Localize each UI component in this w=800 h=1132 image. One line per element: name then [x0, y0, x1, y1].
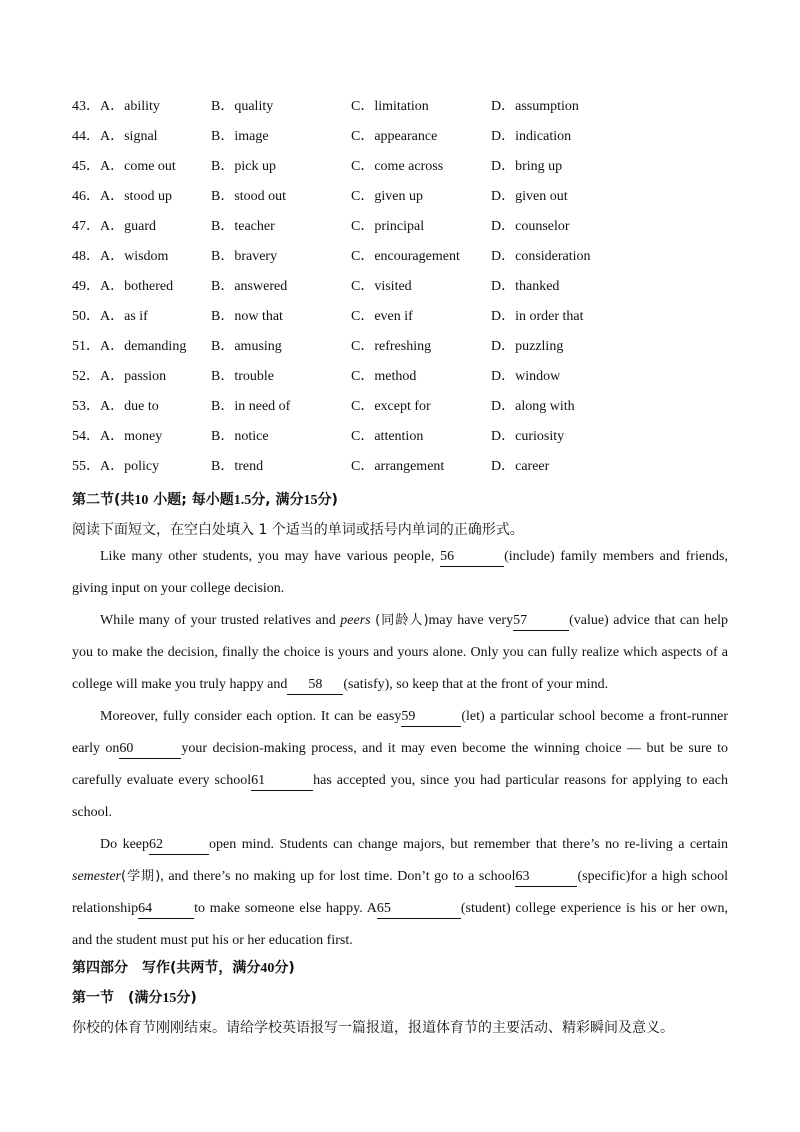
option-a-text: A．wisdom: [100, 249, 169, 264]
option-b[interactable]: B．answered: [211, 279, 288, 294]
blank-59[interactable]: 59: [401, 708, 461, 727]
option-a-text: A．bothered: [100, 279, 174, 294]
passage-line: While many of your trusted relatives and peers (同龄人)may have very57 (value) advice that can help: [72, 610, 728, 642]
question-row: [72, 366, 732, 396]
option-c[interactable]: C．visited: [351, 279, 412, 294]
blank-64[interactable]: 64: [138, 900, 194, 919]
option-c[interactable]: C．method: [351, 369, 417, 384]
passage-line: Like many other students, you may have various people, 56 (include) family members and friends,: [72, 546, 728, 578]
blank-56[interactable]: 56: [440, 548, 504, 567]
question-number: 53．: [72, 399, 100, 414]
option-b[interactable]: B．amusing: [211, 339, 282, 354]
option-a-text: A．as if: [100, 309, 148, 324]
option-a[interactable]: [72, 306, 148, 328]
question-number: 50．: [72, 309, 100, 324]
question-row: [72, 426, 732, 456]
question-number: 48．: [72, 249, 100, 264]
option-a[interactable]: [72, 156, 176, 178]
passage-line: Moreover, fully consider each option. It can be easy59 (let) a particular school become a front-runner: [72, 706, 728, 738]
option-c[interactable]: C．appearance: [351, 129, 438, 144]
option-a-text: A．signal: [100, 129, 158, 144]
question-row: [72, 306, 732, 336]
option-c[interactable]: C．limitation: [351, 99, 429, 114]
question-row: [72, 336, 732, 366]
question-row: [72, 456, 732, 486]
passage-line: and the student must put his or her education first.: [72, 933, 353, 948]
option-b[interactable]: B．in need of: [211, 399, 291, 414]
option-b[interactable]: B．quality: [211, 99, 274, 114]
option-d[interactable]: D．along with: [491, 399, 575, 414]
passage-line: Do keep62 open mind. Students can change majors, but remember that there’s no re-living a certain: [72, 834, 728, 866]
option-d[interactable]: D．puzzling: [491, 339, 564, 354]
question-row: [72, 186, 732, 216]
question-row: [72, 276, 732, 306]
option-d[interactable]: D．indication: [491, 129, 572, 144]
question-number: 43．: [72, 99, 100, 114]
option-a-text: A．ability: [100, 99, 160, 114]
option-c[interactable]: C．encouragement: [351, 249, 460, 264]
option-a-text: A．demanding: [100, 339, 187, 354]
section-2-instruction: 阅读下面短文，在空白处填入 1 个适当的单词或括号内单词的正确形式。: [72, 522, 524, 538]
option-c[interactable]: C．come across: [351, 159, 444, 174]
passage-line: you to make the decision, finally the choice is yours and yours alone. Only you can fully realize which aspects of a: [72, 645, 728, 660]
option-a-text: A．money: [100, 429, 163, 444]
option-c[interactable]: C．attention: [351, 429, 424, 444]
option-a[interactable]: [72, 366, 166, 388]
question-number: 45．: [72, 159, 100, 174]
option-a[interactable]: [72, 126, 158, 148]
option-b[interactable]: B．now that: [211, 309, 283, 324]
option-b[interactable]: B．trend: [211, 459, 264, 474]
blank-60[interactable]: 60: [119, 740, 181, 759]
cloze-passage: [72, 546, 728, 962]
question-number: 49．: [72, 279, 100, 294]
blank-61[interactable]: 61: [251, 772, 313, 791]
passage-line: school.: [72, 805, 113, 820]
option-c[interactable]: C．refreshing: [351, 339, 432, 354]
writing-prompt: 你校的体育节刚刚结束。请给学校英语报写一篇报道，报道体育节的主要活动、精彩瞬间及意义。: [72, 1020, 674, 1036]
question-row: [72, 156, 732, 186]
option-d[interactable]: D．bring up: [491, 159, 563, 174]
option-c[interactable]: C．except for: [351, 399, 431, 414]
blank-65[interactable]: 65: [377, 900, 461, 919]
question-number: 55．: [72, 459, 100, 474]
question-number: 44．: [72, 129, 100, 144]
option-a[interactable]: [72, 336, 186, 358]
passage-line: early on60 your decision-making process, and it may even become the winning choice — but be sure to: [72, 738, 728, 770]
option-a-text: A．policy: [100, 459, 160, 474]
section-2-heading: 第二节(共10 小题; 每小题1.5分, 满分15分): [72, 492, 338, 508]
option-b[interactable]: B．stood out: [211, 189, 287, 204]
option-a-text: A．come out: [100, 159, 176, 174]
option-b[interactable]: B．notice: [211, 429, 269, 444]
option-c[interactable]: C．arrangement: [351, 459, 445, 474]
option-d[interactable]: D．curiosity: [491, 429, 565, 444]
option-c[interactable]: C．principal: [351, 219, 425, 234]
question-row: [72, 96, 732, 126]
option-d[interactable]: D．career: [491, 459, 550, 474]
question-row: [72, 216, 732, 246]
blank-58[interactable]: 58: [287, 676, 343, 695]
question-row: [72, 396, 732, 426]
option-b[interactable]: B．image: [211, 129, 269, 144]
option-a[interactable]: [72, 426, 162, 448]
option-d[interactable]: D．window: [491, 369, 561, 384]
option-d[interactable]: D．assumption: [491, 99, 579, 114]
question-row: [72, 246, 732, 276]
option-c[interactable]: C．even if: [351, 309, 413, 324]
blank-63[interactable]: 63: [515, 868, 577, 887]
option-d[interactable]: D．thanked: [491, 279, 560, 294]
option-d[interactable]: D．in order that: [491, 309, 584, 324]
option-a-text: A．stood up: [100, 189, 172, 204]
option-c[interactable]: C．given up: [351, 189, 423, 204]
option-a[interactable]: [72, 456, 159, 478]
option-d[interactable]: D．counselor: [491, 219, 570, 234]
blank-62[interactable]: 62: [149, 836, 209, 855]
blank-57[interactable]: 57: [513, 612, 569, 631]
part-4-section-1-heading: 第一节 (满分15分): [72, 990, 197, 1006]
option-b[interactable]: B．teacher: [211, 219, 275, 234]
option-b[interactable]: B．bravery: [211, 249, 278, 264]
passage-line: giving input on your college decision.: [72, 581, 285, 596]
option-a[interactable]: [72, 216, 156, 238]
passage-line: semester(学期), and there’s no making up for lost time. Don’t go to a school63 (specific)for a high school: [72, 866, 728, 898]
option-b[interactable]: B．trouble: [211, 369, 274, 384]
question-row: [72, 126, 732, 156]
passage-line: relationship64 to make someone else happy. A65 (student) college experience is his or her own,: [72, 898, 728, 930]
multiple-choice-options: [72, 96, 732, 486]
question-number: 51．: [72, 339, 100, 354]
option-a-text: A．guard: [100, 219, 156, 234]
question-number: 54．: [72, 429, 100, 444]
option-a-text: A．due to: [100, 399, 159, 414]
option-a[interactable]: [72, 246, 168, 268]
part-4-heading: 第四部分 写作(共两节，满分40分): [72, 960, 295, 976]
option-a[interactable]: [72, 96, 160, 118]
option-d[interactable]: D．consideration: [491, 249, 591, 264]
option-b[interactable]: B．pick up: [211, 159, 276, 174]
option-a[interactable]: [72, 186, 172, 208]
question-number: 47．: [72, 219, 100, 234]
passage-line: college will make you truly happy and 58 (satisfy), so keep that at the front of your mind.: [72, 674, 728, 706]
option-a-text: A．passion: [100, 369, 167, 384]
option-d[interactable]: D．given out: [491, 189, 568, 204]
option-a[interactable]: [72, 396, 159, 418]
passage-line: carefully evaluate every school61 has accepted you, since you had particular reasons for applying to each: [72, 770, 728, 802]
question-number: 52．: [72, 369, 100, 384]
option-a[interactable]: [72, 276, 173, 298]
question-number: 46．: [72, 189, 100, 204]
